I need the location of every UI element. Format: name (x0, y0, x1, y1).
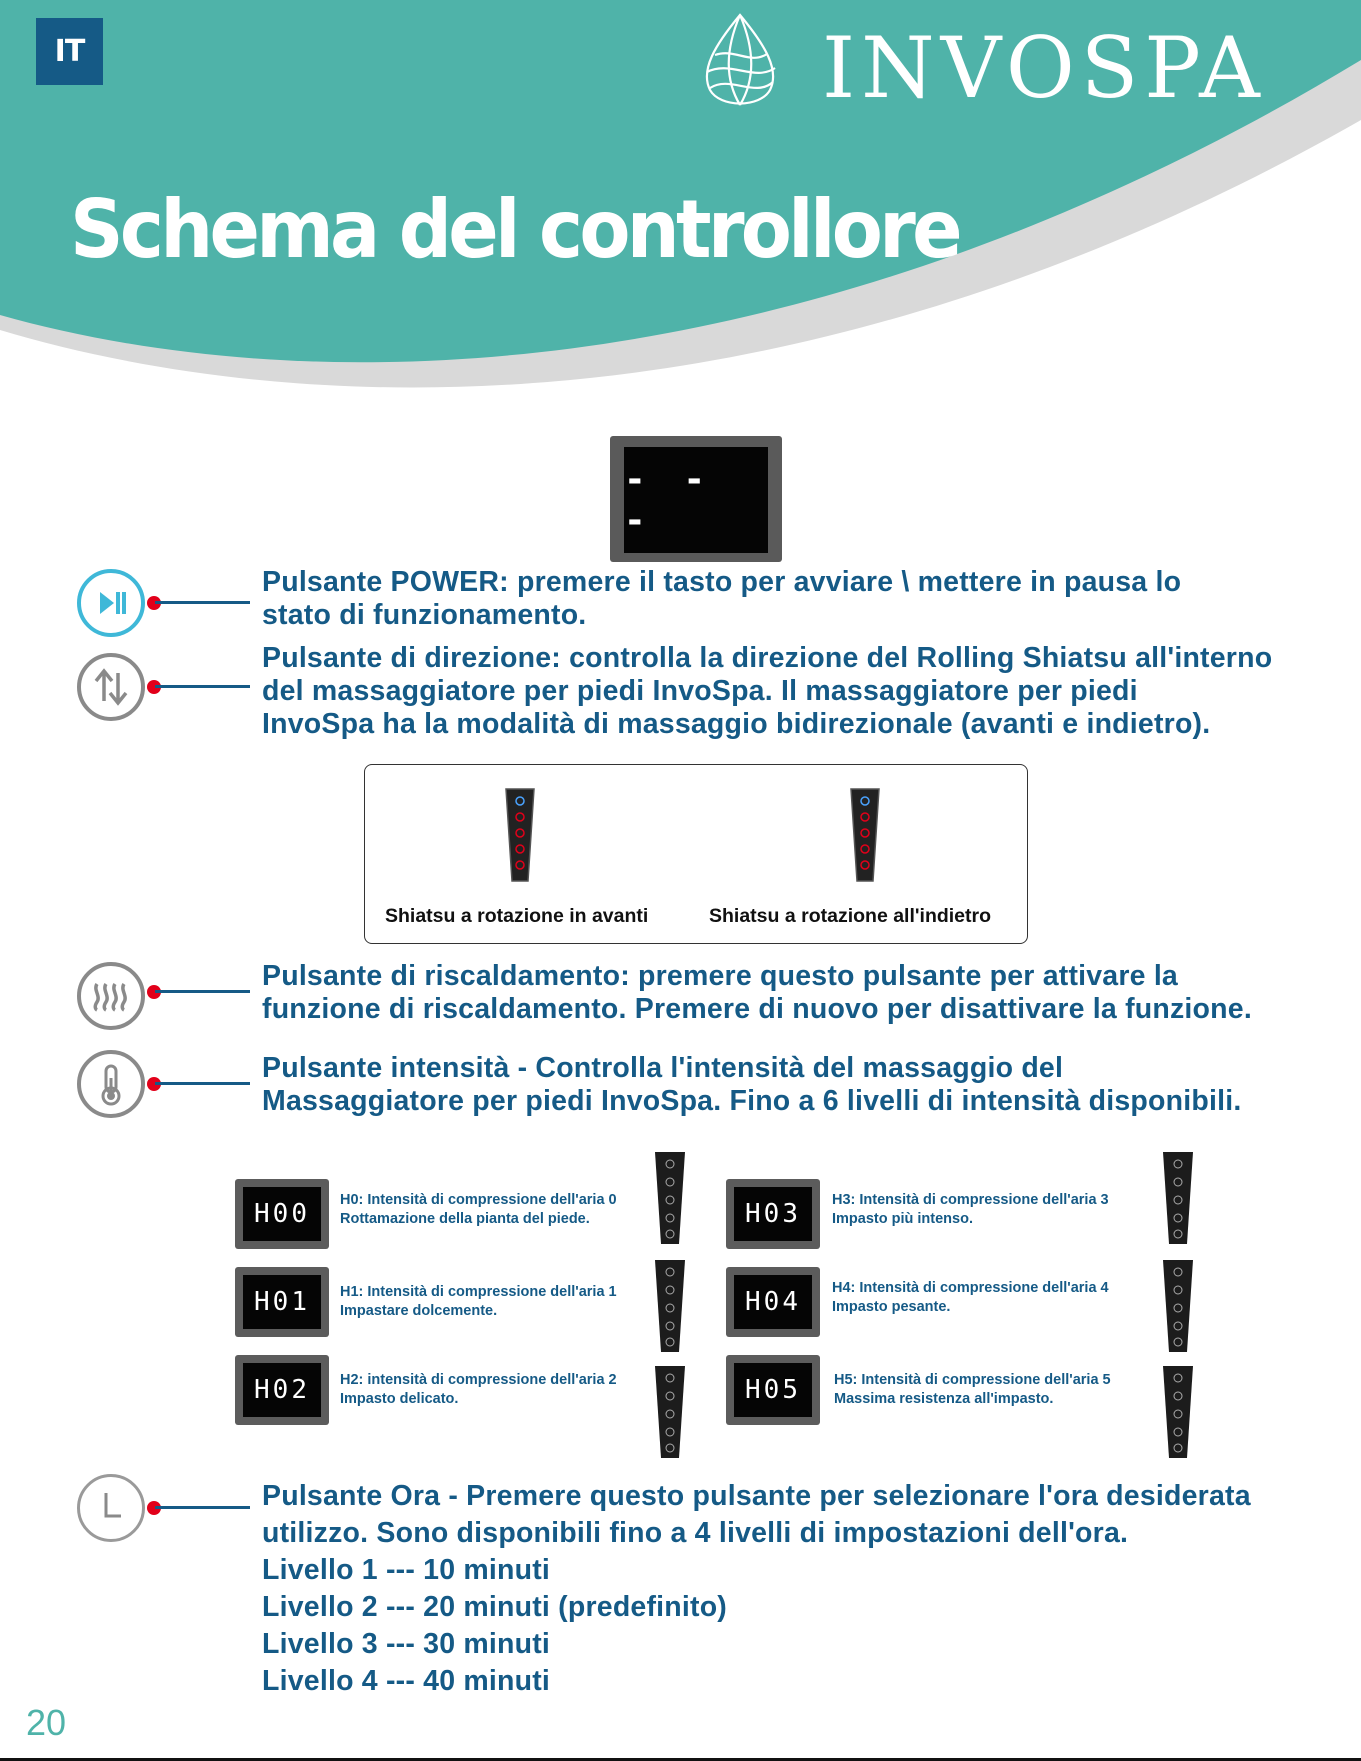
remote-backward-icon (845, 785, 885, 885)
brand-name: INVOSPA (822, 19, 1266, 117)
level-text (832, 1279, 1109, 1317)
connector-line (155, 601, 250, 604)
timer-description (262, 1478, 1251, 1700)
page-number: 20 (26, 1702, 67, 1743)
level-display-value: H02 (243, 1363, 321, 1417)
level-display (235, 1355, 329, 1425)
text-line: stato di funzionamento. (262, 599, 587, 631)
text-line: Livello 1 --- 10 minuti (262, 1554, 551, 1586)
page-title: Schema del controllore (70, 183, 959, 276)
text-line: utilizzo. Sono disponibili fino a 4 livelli di impostazioni dell'ora. (262, 1517, 1129, 1549)
level-display (726, 1179, 820, 1249)
level-display (235, 1179, 329, 1249)
level-line: H3: Intensità di compressione dell'aria 3 (832, 1192, 1109, 1208)
level-display (726, 1355, 820, 1425)
language-badge: IT (36, 18, 103, 85)
remote-icon (650, 1256, 690, 1356)
level-text (340, 1283, 617, 1321)
intensity-button-icon (77, 1050, 145, 1118)
level-line: Impasto pesante. (832, 1299, 951, 1315)
text-line: Pulsante di direzione: controlla la direzione del Rolling Shiatsu all'interno (262, 642, 1273, 674)
level-line: H5: Intensità di compressione dell'aria 5 (834, 1372, 1111, 1388)
level-text (340, 1191, 617, 1229)
level-display-value: H03 (734, 1187, 812, 1241)
level-display-value: H01 (243, 1275, 321, 1329)
level-line: H4: Intensità di compressione dell'aria 4 (832, 1280, 1109, 1296)
level-display-value: H05 (734, 1363, 812, 1417)
timer-button-icon (77, 1474, 145, 1542)
level-display (726, 1267, 820, 1337)
level-display-value: H04 (734, 1275, 812, 1329)
text-line: Pulsante di riscaldamento: premere questo pulsante per attivare la (262, 960, 1178, 992)
text-line: Pulsante POWER: premere il tasto per avviare \ mettere in pausa lo (262, 566, 1182, 598)
text-line: InvoSpa ha la modalità di massaggio bidirezionale (avanti e indietro). (262, 708, 1211, 740)
connector-line (155, 990, 250, 993)
display-value: - - - (624, 447, 768, 553)
intensity-description (262, 1052, 1241, 1118)
text-line: Livello 2 --- 20 minuti (predefinito) (262, 1591, 728, 1623)
remote-icon (650, 1362, 690, 1462)
level-text (832, 1191, 1109, 1229)
level-line: H1: Intensità di compressione dell'aria 1 (340, 1284, 617, 1300)
rotation-illustration-box (364, 764, 1028, 944)
level-display (235, 1267, 329, 1337)
power-button-icon (77, 569, 145, 637)
connector-line (155, 1082, 250, 1085)
text-line: del massaggiatore per piedi InvoSpa. Il massaggiatore per piedi (262, 675, 1138, 707)
backward-caption: Shiatsu a rotazione all'indietro (709, 905, 992, 927)
level-display-value: H00 (243, 1187, 321, 1241)
forward-caption: Shiatsu a rotazione in avanti (385, 905, 649, 927)
text-line: Livello 4 --- 40 minuti (262, 1665, 551, 1697)
text-line: Massaggiatore per piedi InvoSpa. Fino a 6 livelli di intensità disponibili. (262, 1085, 1242, 1117)
connector-line (155, 685, 250, 688)
heating-button-icon (77, 962, 145, 1030)
controller-display (610, 436, 782, 562)
remote-icon (1158, 1256, 1198, 1356)
level-line: Rottamazione della pianta del piede. (340, 1211, 590, 1227)
text-line: Pulsante Ora - Premere questo pulsante per selezionare l'ora desiderata (262, 1480, 1251, 1512)
text-line: Pulsante intensità - Controlla l'intensità del massaggio del (262, 1052, 1064, 1084)
heating-description (262, 960, 1252, 1026)
direction-description (262, 642, 1272, 741)
brand-logo-icon (695, 10, 785, 110)
remote-forward-icon (500, 785, 540, 885)
level-text (340, 1371, 617, 1409)
text-line: funzione di riscaldamento. Premere di nuovo per disattivare la funzione. (262, 993, 1252, 1025)
direction-button-icon (77, 653, 145, 721)
remote-icon (1158, 1148, 1198, 1248)
text-line: Livello 3 --- 30 minuti (262, 1628, 551, 1660)
level-text (834, 1371, 1111, 1409)
level-line: Impastare dolcemente. (340, 1303, 498, 1319)
level-line: H0: Intensità di compressione dell'aria 0 (340, 1192, 617, 1208)
remote-icon (650, 1148, 690, 1248)
power-description (262, 566, 1181, 632)
remote-icon (1158, 1362, 1198, 1462)
level-line: Massima resistenza all'impasto. (834, 1391, 1054, 1407)
level-line: Impasto più intenso. (832, 1211, 973, 1227)
level-line: H2: intensità di compressione dell'aria 2 (340, 1372, 617, 1388)
connector-line (155, 1506, 250, 1509)
level-line: Impasto delicato. (340, 1391, 459, 1407)
